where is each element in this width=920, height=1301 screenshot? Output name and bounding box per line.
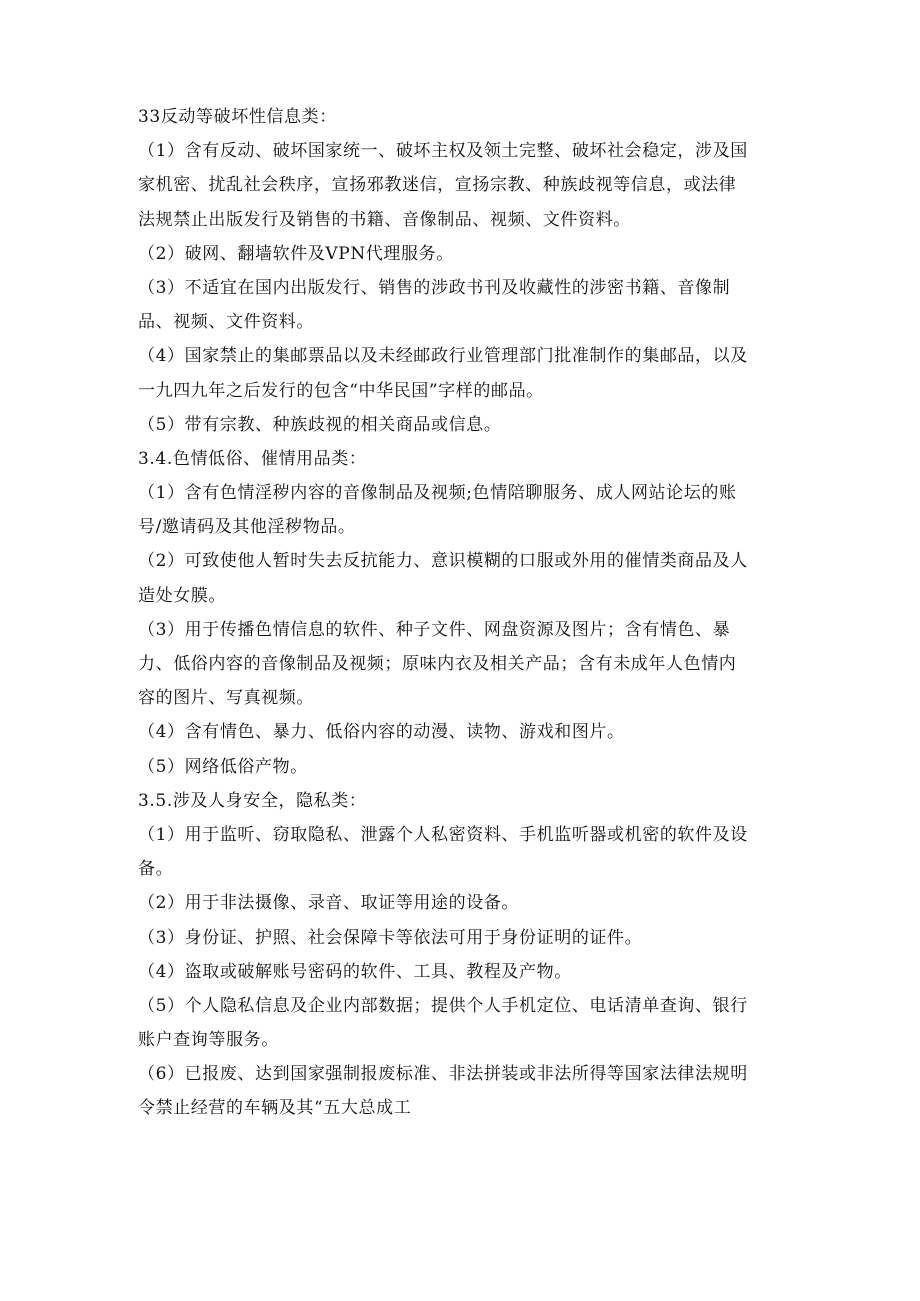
text-line: 令禁止经营的车辆及其“五大总成工 (138, 1098, 412, 1119)
text-line: （3）用于传播色情信息的软件、种子文件、网盘资源及图片；含有情色、暴 (138, 619, 731, 640)
text-line: （3）不适宜在国内出版发行、销售的涉政书刊及收藏性的涉密书籍、音像制 (138, 277, 731, 298)
text-line: （4）国家禁止的集邮票品以及未经邮政行业管理部门批准制作的集邮品，以及 (138, 346, 748, 367)
text-line: 账户查询等服务。 (138, 1030, 279, 1051)
text-line: （3）身份证、护照、社会保障卡等依法可用于身份证明的证件。 (138, 927, 643, 948)
text-line: （1）含有色情淫秽内容的音像制品及视频;色情陪聊服务、成人网站论坛的账 (138, 483, 737, 504)
section-heading: 3.4.色情低俗、催情用品类： (138, 448, 367, 469)
section-heading: 3.5.涉及人身安全，隐私类： (138, 790, 367, 811)
text-line: （1）用于监听、窃取隐私、泄露个人私密资料、手机监听器或机密的软件及设 (138, 824, 748, 845)
text-line: 力、低俗内容的音像制品及视频；原味内衣及相关产品；含有未成年人色情内 (138, 654, 737, 674)
text-line: （2）用于非法摄像、录音、取证等用途的设备。 (138, 893, 520, 914)
text-line: （5）网络低俗产物。 (138, 756, 308, 777)
text-line: （5）带有宗教、种族歧视的相关商品或信息。 (138, 414, 502, 435)
text-line: 一九四九年之后发行的包含“中华民国”字样的邮品。 (138, 380, 544, 401)
text-line: （2）破网、翻墙软件及VPN代理服务。 (138, 243, 454, 264)
text-line: （1）含有反动、破坏国家统一、破坏主权及领土完整、破坏社会稳定，涉及国 (138, 141, 748, 162)
text-line: 法规禁止出版发行及销售的书籍、音像制品、视频、文件资料。 (138, 209, 631, 230)
text-line: 造处女膜。 (138, 585, 226, 606)
section-heading: 33反动等破坏性信息类： (138, 107, 337, 127)
text-line: （2）可致使他人暂时失去反抗能力、意识模糊的口服或外用的催情类商品及人 (138, 551, 748, 572)
text-line: 家机密、扰乱社会秩序，宣扬邪教迷信，宣扬宗教、种族歧视等信息，或法律 (138, 175, 737, 196)
text-line: （5）个人隐私信息及企业内部数据；提供个人手机定位、电话清单查询、银行 (138, 995, 748, 1016)
text-line: （4）盗取或破解账号密码的软件、工具、教程及产物。 (138, 961, 572, 982)
text-line: 备。 (138, 859, 174, 880)
document-body (138, 100, 788, 1126)
text-line: 容的图片、写真视频。 (138, 688, 314, 709)
text-line: 品、视频、文件资料。 (138, 312, 314, 333)
text-line: 号/邀请码及其他淫秽物品。 (138, 517, 356, 538)
text-line: （4）含有情色、暴力、低俗内容的动漫、读物、游戏和图片。 (138, 722, 625, 743)
text-line: （6）已报废、达到国家强制报废标准、非法拼装或非法所得等国家法律法规明 (138, 1064, 748, 1085)
